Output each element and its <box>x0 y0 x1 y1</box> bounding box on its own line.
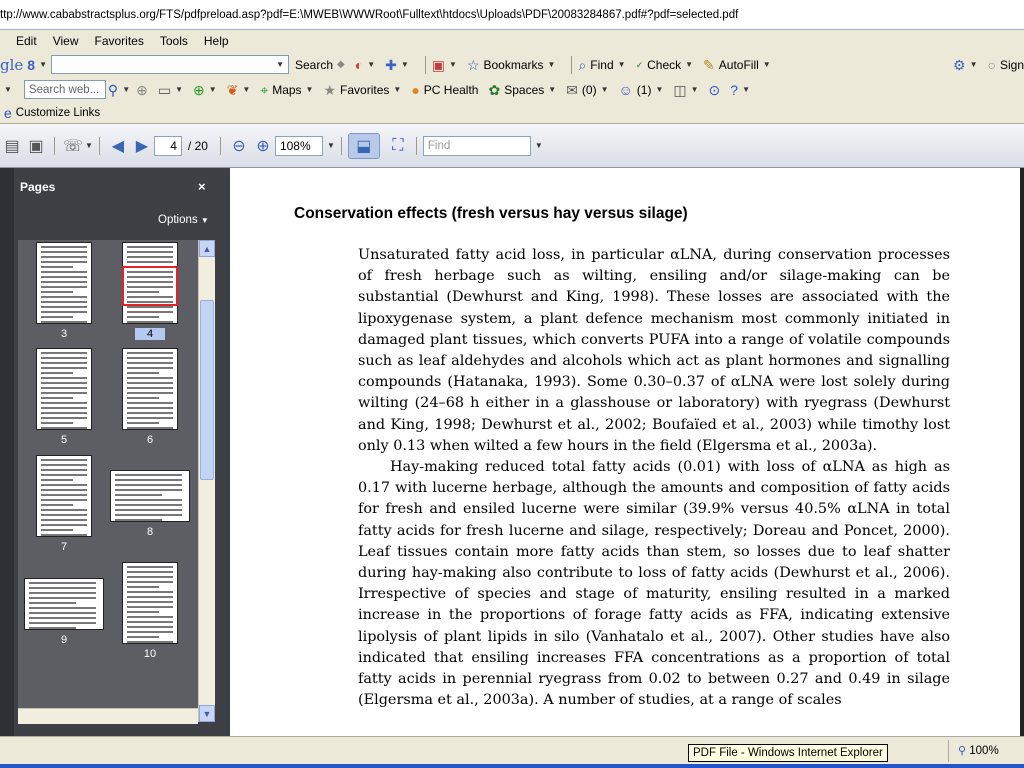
page-thumbnail[interactable] <box>122 348 178 430</box>
pagerank-icon: ◐ <box>354 56 364 73</box>
paragraph: Hay-making reduced total fatty acids (0.01) with loss of αLNA as high as 0.17 with lucerne herbage, although the amounts and composition of fatty acids for fresh and ensiled lucerne were similar (39.9% versus 40.5% αLNA in total fatty acids for fresh lucerne and silage, respectively; Doreau and Poncet, 2000). Leaf tissues contain more fatty acids than stem, so losses due to leaf shatter during hay-making also contribute to loss of fatty acids (Dewhurst et al., 2006). Irrespective of species and stage of maturity, ensiling resulted in a marked increase in the proportions of forage fatty acids as FFA, indicating extensive lipolysis of plant lipids in silo (Vanhatalo et al., 2007). Other studies have also indicated that ensiling increases FFA concentrations as a proportion of total fatty acids in perennial ryegrass from 0.02 to between 0.27 and 0.49 in silage (Elgersma et al., 2003a). A number of studies, at a range of scales <box>358 459 950 709</box>
maps-label: Maps <box>272 82 302 97</box>
panel-tab-strip <box>0 168 14 736</box>
google-g-icon: 8 <box>27 56 36 73</box>
sign-in-radio-icon: ○ <box>987 56 996 73</box>
section-heading: Conservation effects (fresh versus hay versus silage) <box>294 205 688 222</box>
thumbnail-page-number: 10 <box>143 648 157 660</box>
green-plus-icon: ⊕ <box>193 81 205 98</box>
plus-icon: ✚ <box>385 56 397 73</box>
menu-view[interactable]: View <box>52 34 79 48</box>
customize-links[interactable]: Customize Links <box>15 106 101 119</box>
scroll-down-icon[interactable]: ▼ <box>199 705 215 722</box>
page-total: / 20 <box>187 138 208 153</box>
search-arrow-icon: ◆ <box>337 58 345 70</box>
paragraph: Unsaturated fatty acid loss, in particular αLNA, during conservation processes of fresh herbage such as wilting, ensiling and/or silage-making can be substantial (Dewhurst and King, 1998). These losses are associated with the lipoxygenase system, a plant defence mechanism most commonly initiated in damaged plant tissues, which converts PUFA into a range of volatile compounds such as leaf aldehydes and alcohols which act as plant hormones and signalling compounds (Hatanaka, 1993). Some 0.30–0.37 of αLNA were lost solely during wilting (24–68 h either in a glasshouse or laboratory) with ryegrass (Dewhurst and King, 1998; Dewhurst et al., 2002; Boufaïed et al., 2003) while timothy lost only 0.13 when wilted a few hours in the field (Elgersma et al., 2003a). <box>358 247 950 454</box>
menu-tools[interactable]: Tools <box>159 34 188 48</box>
thumbnail-page-number: 5 <box>60 434 68 446</box>
find-button[interactable]: ⌕ Find ▼ <box>578 56 626 73</box>
viewport-edge <box>1020 168 1024 736</box>
window-icon: ▭ <box>157 81 172 98</box>
menu-edit[interactable]: Edit <box>16 34 37 48</box>
mail-count: (0) <box>581 82 597 97</box>
thumbnail-page-number: 6 <box>146 434 154 446</box>
page-number-input[interactable]: 4 <box>154 136 182 156</box>
rss-button[interactable]: ◫ ▼ <box>673 81 699 98</box>
bookmarks-button[interactable]: ☆ Bookmarks ▼ <box>466 56 556 73</box>
nav-icon: ⊕ <box>136 81 148 98</box>
zoom-magnifier-icon: ⚲ <box>958 745 967 757</box>
pagerank-button[interactable]: ◐ ▼ <box>354 56 376 73</box>
previous-page-button[interactable]: ◀ <box>111 137 125 155</box>
google-profile-button[interactable]: 8 ▼ <box>27 56 47 73</box>
contacts-button[interactable]: ☺ (1) ▼ <box>618 81 664 98</box>
thumbnail-page-number: 4 <box>135 328 165 340</box>
spellcheck-icon: ✓ <box>635 59 644 70</box>
status-zoom[interactable] <box>958 744 999 758</box>
maps-button[interactable]: ⌖ Maps ▼ <box>260 81 314 98</box>
pdf-page <box>230 168 1020 736</box>
find-placeholder: Find <box>427 139 451 152</box>
google-search-label: Search <box>295 57 334 72</box>
find-icon: ⌕ <box>578 56 587 73</box>
document-viewport[interactable] <box>230 168 1024 736</box>
live-help-button[interactable]: ? ▼ <box>730 81 750 98</box>
menu-help[interactable]: Help <box>203 34 229 48</box>
google-search-button[interactable] <box>295 58 345 72</box>
contacts-icon: ☺ <box>618 81 633 98</box>
comment-button[interactable]: ☏ <box>62 137 83 155</box>
live-favorites-label: Favorites <box>340 82 390 97</box>
upload-icon: ⊙ <box>708 81 721 98</box>
live-menu-caret-icon[interactable]: ▼ <box>4 85 12 94</box>
scroll-thumb[interactable] <box>200 300 214 480</box>
mail-icon: ✉ <box>566 81 578 98</box>
thumbnail-vertical-scrollbar[interactable] <box>198 240 215 722</box>
google-logo[interactable]: gle <box>0 55 24 74</box>
body-text <box>358 245 950 711</box>
autofill-button[interactable]: ✎ AutoFill ▼ <box>703 56 771 73</box>
page-thumbnail[interactable] <box>24 578 104 630</box>
page-thumbnail[interactable] <box>36 348 92 430</box>
star-icon: ☆ <box>466 56 480 73</box>
page-thumbnail[interactable] <box>36 455 92 537</box>
thumbnail-page-number: 9 <box>60 634 68 646</box>
current-view-frame[interactable] <box>122 266 178 306</box>
scroll-up-icon[interactable]: ▲ <box>199 240 215 257</box>
fit-page-button[interactable]: ⛶ <box>392 136 404 154</box>
pages-panel-title: Pages <box>20 180 56 194</box>
live-onecare-button[interactable]: ❦ ▼ <box>226 81 251 98</box>
window-tooltip: PDF File - Windows Internet Explorer <box>688 744 888 762</box>
live-favorites-button[interactable]: ★ Favorites ▼ <box>323 81 402 98</box>
pdf-toolbar: ▤ ▣ ☏ ▼ ◀ ▶ 4 / 20 ⊖ ⊕ 108% ▼ ⬓ ⛶ Find ▼ <box>0 124 1024 168</box>
live-add-button[interactable]: ⊕ ▼ <box>193 81 217 98</box>
thumbnail-list[interactable] <box>18 240 198 720</box>
links-bar <box>0 102 1024 124</box>
close-panel-button[interactable]: × <box>198 179 206 194</box>
bookmarks-label: Bookmarks <box>483 57 544 72</box>
check-label: Check <box>647 57 682 72</box>
spaces-button[interactable]: ✿ Spaces ▼ <box>488 81 557 98</box>
thumbnail-page-number: 3 <box>60 328 68 340</box>
autofill-label: AutoFill <box>718 57 759 72</box>
mail-button[interactable]: ✉ (0) ▼ <box>566 81 609 98</box>
menu-bar <box>0 30 1024 52</box>
taskbar-edge <box>0 764 1024 768</box>
help-icon: ? <box>730 81 739 98</box>
settings-wrench-button[interactable]: ⚙ ▼ <box>953 56 978 73</box>
google-search-input[interactable] <box>51 55 289 74</box>
autofill-icon: ✎ <box>703 56 715 73</box>
google-toolbar <box>0 52 1024 77</box>
menu-favorites[interactable]: Favorites <box>94 34 144 48</box>
magnifier-icon: ⚲ <box>107 81 119 98</box>
page-thumbnail[interactable] <box>36 242 92 324</box>
live-window-button[interactable]: ▭ ▼ <box>157 81 183 98</box>
status-zoom-label: 100% <box>969 745 999 757</box>
next-page-button[interactable]: ▶ <box>135 137 149 155</box>
popup-blocker-button[interactable]: ▣ ▼ <box>431 56 457 73</box>
sign-in-label: Sign <box>999 57 1024 72</box>
address-text[interactable]: ttp://www.cababstractsplus.org/FTS/pdfpreload.asp?pdf=E:\MWEB\WWWRoot\Fulltext\htdocs\Uploads\PDF\20083284867.pdf#?pdf=selected.pdf <box>0 8 739 21</box>
pc-health-label: PC Health <box>423 82 479 97</box>
zoom-input[interactable]: 108% <box>275 136 323 156</box>
favorites-star-icon: ★ <box>323 81 337 98</box>
sign-in-button[interactable] <box>988 58 1024 72</box>
pc-health-icon: ● <box>411 81 420 98</box>
page-thumbnail[interactable] <box>122 562 178 644</box>
fit-width-button[interactable]: ⬓ <box>348 133 380 159</box>
pages-panel <box>0 168 230 736</box>
print-button[interactable]: ▤ <box>4 137 20 155</box>
live-upload-button[interactable] <box>709 83 721 97</box>
zoom-out-button[interactable]: ⊖ <box>232 137 246 155</box>
status-divider <box>948 740 949 762</box>
google-plus-button[interactable]: ✚ ▼ <box>385 56 409 73</box>
ie-page-icon: e <box>4 104 12 121</box>
options-label: Options <box>158 214 198 226</box>
find-input[interactable] <box>423 136 531 156</box>
live-nav-button[interactable] <box>136 83 148 97</box>
address-bar[interactable] <box>0 0 1024 30</box>
find-dropdown-icon[interactable]: ▼ <box>534 141 543 150</box>
live-search-button[interactable]: ⚲ ▼ <box>107 81 131 98</box>
spaces-label: Spaces <box>504 82 545 97</box>
thumbnail-page-number: 7 <box>60 541 68 553</box>
live-search-input[interactable] <box>24 80 106 99</box>
spaces-icon: ✿ <box>488 81 501 98</box>
zoom-in-button[interactable]: ⊕ <box>256 137 270 155</box>
butterfly-icon: ❦ <box>226 81 239 98</box>
contacts-count: (1) <box>636 82 652 97</box>
popup-blocker-icon: ▣ <box>431 56 446 73</box>
wrench-icon: ⚙ <box>953 56 966 73</box>
find-label: Find <box>590 57 614 72</box>
map-icon: ⌖ <box>260 81 269 98</box>
check-button[interactable]: ✓ Check ▼ <box>635 57 694 72</box>
page-thumbnail[interactable] <box>110 470 190 522</box>
pc-health-button[interactable] <box>411 83 478 97</box>
thumbnail-horizontal-scrollbar[interactable] <box>18 708 198 724</box>
live-toolbar <box>0 77 1024 102</box>
save-button[interactable]: ▣ <box>28 137 44 155</box>
live-search-placeholder: Search web... <box>28 83 100 96</box>
zoom-dropdown-icon[interactable]: ▼ <box>326 141 335 150</box>
rss-icon: ◫ <box>673 81 687 98</box>
thumbnail-page-number: 8 <box>146 526 154 538</box>
google-search-dropdown-icon[interactable]: ▼ <box>276 60 284 69</box>
options-menu[interactable]: Options ▼ <box>158 214 209 226</box>
